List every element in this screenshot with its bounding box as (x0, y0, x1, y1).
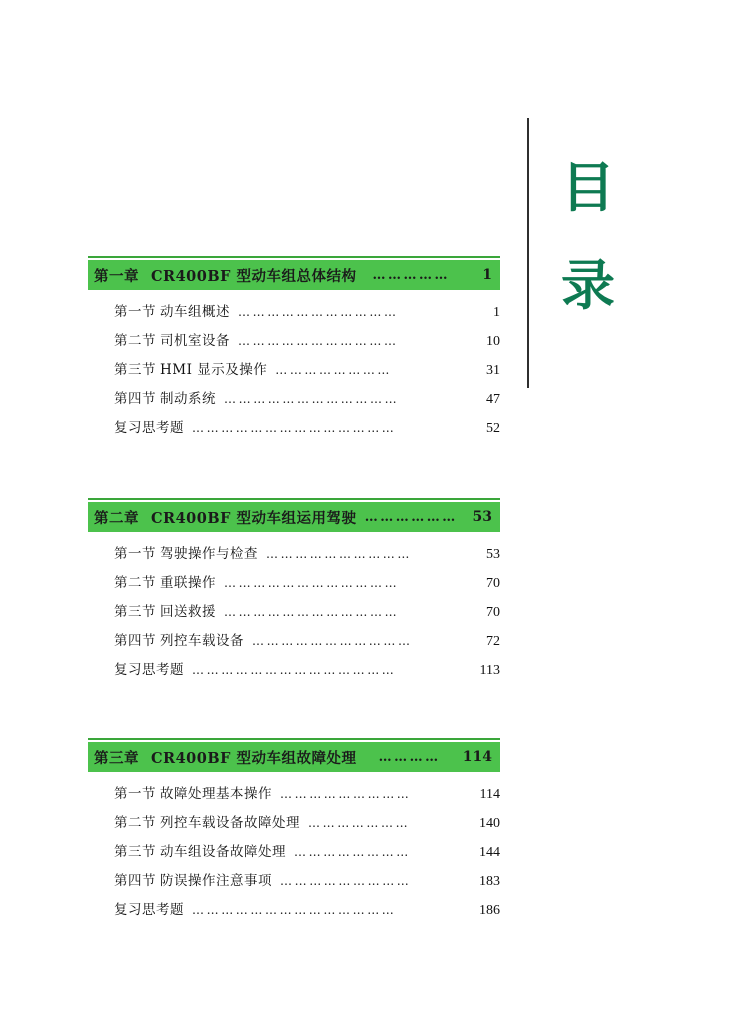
entry-section-number: 复习思考题 (114, 420, 184, 436)
chapter-number: 第一章 (94, 267, 139, 285)
entry-section-number: 第二节 (114, 815, 156, 831)
entry-section-number: 第三节 (114, 844, 156, 860)
entry-title: 防误操作注意事项 (160, 873, 272, 889)
entry-leader-dots: ………………… (308, 816, 411, 830)
chapter-rule (88, 738, 500, 740)
entry-page-number: 47 (486, 392, 500, 407)
entry-title: 回送救援 (160, 604, 216, 620)
entry-title: 重联操作 (160, 575, 216, 591)
entry-title: 动车组设备故障处理 (160, 844, 286, 860)
entry-page-number: 70 (486, 576, 500, 591)
entry-leader-dots: …………………… (275, 363, 393, 377)
chapter-entries-2 (88, 542, 500, 687)
toc-title-char-1: 目 (561, 155, 617, 219)
chapter-rule (88, 498, 500, 500)
chapter-title: CR400BF 型动车组运用驾驶 (151, 509, 357, 527)
entry-leader-dots: …………………………… (238, 334, 399, 348)
toc-entry[interactable] (88, 811, 500, 840)
entry-page-number: 114 (479, 787, 500, 802)
toc-entry[interactable] (88, 358, 500, 387)
entry-title: HMI 显示及操作 (160, 362, 268, 378)
entry-title: 故障处理基本操作 (160, 786, 272, 802)
entry-page-number: 10 (486, 334, 500, 349)
entry-page-number: 1 (493, 305, 500, 320)
toc-entry-review[interactable] (88, 898, 500, 927)
chapter-leader-dots: …………… (372, 267, 450, 283)
chapter-heading-2[interactable] (88, 502, 500, 532)
entry-title: 列控车载设备 (160, 633, 244, 649)
entry-leader-dots: …………………………………… (192, 663, 397, 677)
entry-leader-dots: …………………………………… (192, 421, 397, 435)
entry-section-number: 第四节 (114, 633, 156, 649)
chapter-heading-1[interactable] (88, 260, 500, 290)
toc-entry[interactable] (88, 600, 500, 629)
toc-entry-review[interactable] (88, 416, 500, 445)
entry-section-number: 第四节 (114, 873, 156, 889)
toc-title-block (527, 118, 677, 388)
chapter-number: 第二章 (94, 509, 139, 527)
chapter-heading-3[interactable] (88, 742, 500, 772)
entry-page-number: 183 (479, 874, 500, 889)
entry-section-number: 复习思考题 (114, 902, 184, 918)
entry-page-number: 140 (479, 816, 500, 831)
toc-title-text (561, 138, 671, 334)
toc-entry[interactable] (88, 782, 500, 811)
entry-page-number: 53 (486, 547, 500, 562)
entry-leader-dots: ……………………………… (224, 605, 400, 619)
entry-section-number: 第三节 (114, 362, 156, 378)
entry-section-number: 第三节 (114, 604, 156, 620)
toc-entry[interactable] (88, 840, 500, 869)
entry-page-number: 31 (486, 363, 500, 378)
chapter-block-1 (88, 256, 500, 445)
entry-leader-dots: ……………………………… (224, 576, 400, 590)
chapter-entries-1 (88, 300, 500, 445)
entry-page-number: 72 (486, 634, 500, 649)
chapter-page-number: 53 (472, 509, 492, 525)
entry-page-number: 52 (486, 421, 500, 436)
entry-leader-dots: …………………… (294, 845, 411, 859)
entry-section-number: 第一节 (114, 786, 156, 802)
entry-leader-dots: …………………………………… (192, 903, 397, 917)
chapter-leader-dots: ………… (378, 749, 441, 765)
chapter-page-number: 114 (462, 749, 492, 765)
entry-title: 制动系统 (160, 391, 216, 407)
toc-title-char-2: 录 (561, 253, 617, 317)
entry-section-number: 第二节 (114, 575, 156, 591)
toc-title-divider (527, 118, 529, 388)
chapter-title: CR400BF 型动车组故障处理 (151, 749, 357, 767)
toc-entry[interactable] (88, 869, 500, 898)
entry-section-number: 第二节 (114, 333, 156, 349)
entry-leader-dots: …………………………… (238, 305, 399, 319)
entry-section-number: 第四节 (114, 391, 156, 407)
chapter-block-3 (88, 738, 500, 927)
entry-leader-dots: ……………………… (280, 787, 412, 801)
entry-page-number: 113 (479, 663, 500, 678)
toc-entry[interactable] (88, 300, 500, 329)
entry-title: 动车组概述 (160, 304, 230, 320)
entry-leader-dots: ……………………………… (224, 392, 400, 406)
entry-page-number: 186 (479, 903, 500, 918)
toc-entry[interactable] (88, 542, 500, 571)
chapter-block-2 (88, 498, 500, 687)
chapter-page-number: 1 (482, 267, 492, 283)
entry-page-number: 70 (486, 605, 500, 620)
entry-page-number: 144 (479, 845, 500, 860)
entry-leader-dots: ……………………… (280, 874, 412, 888)
chapter-rule (88, 256, 500, 258)
entry-leader-dots: …………………………… (252, 634, 413, 648)
toc-entry[interactable] (88, 629, 500, 658)
entry-title: 列控车载设备故障处理 (160, 815, 300, 831)
chapter-entries-3 (88, 782, 500, 927)
toc-entry-review[interactable] (88, 658, 500, 687)
chapter-number: 第三章 (94, 749, 139, 767)
toc-entry[interactable] (88, 329, 500, 358)
entry-title: 司机室设备 (160, 333, 230, 349)
chapter-title: CR400BF 型动车组总体结构 (151, 267, 357, 285)
entry-section-number: 第一节 (114, 546, 156, 562)
toc-entry[interactable] (88, 571, 500, 600)
chapter-leader-dots: ……………… (364, 509, 458, 525)
toc-entry[interactable] (88, 387, 500, 416)
entry-title: 驾驶操作与检查 (160, 546, 258, 562)
entry-leader-dots: ………………………… (266, 547, 412, 561)
entry-section-number: 复习思考题 (114, 662, 184, 678)
entry-section-number: 第一节 (114, 304, 156, 320)
